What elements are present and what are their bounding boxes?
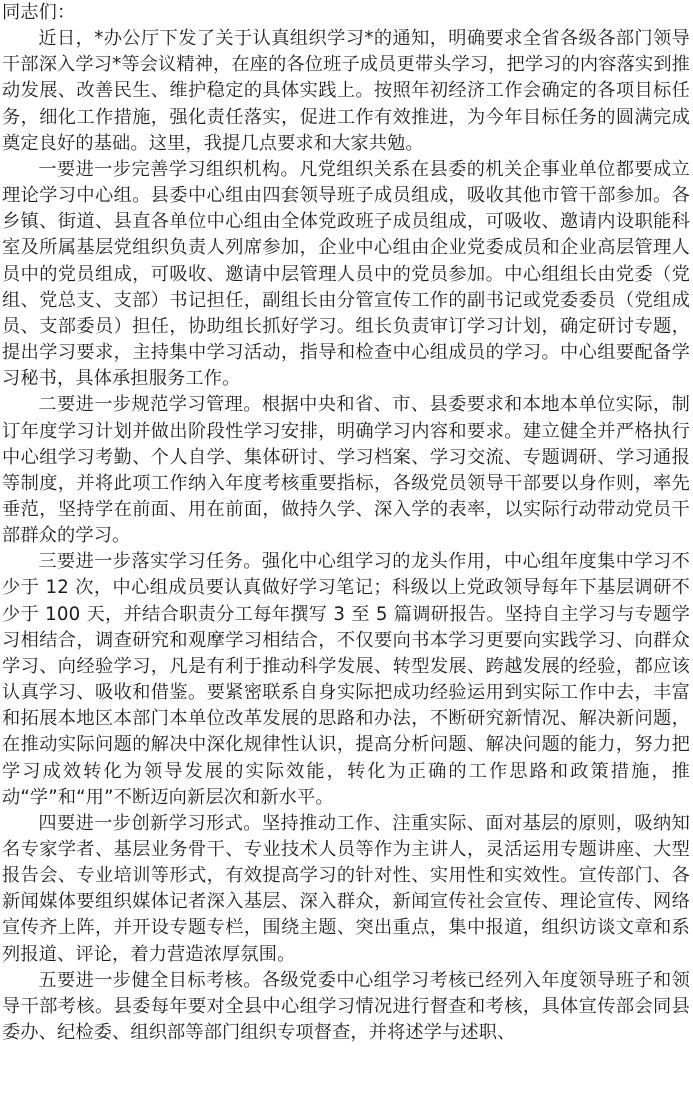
salutation: 同志们： <box>2 2 76 23</box>
document-body <box>2 0 690 1046</box>
point-one-paragraph: 一要进一步完善学习组织机构。凡党组织关系在县委的机关企事业单位都要成立理论学习中心组。县委中心组由四套领导班子成员组成，吸收其他市管干部参加。各乡镇、街道、县直各单位中心组由全体党政班子成员组成，可吸收、邀请内设职能科室及所属基层党组织负责人列席参加，企业中心组由企业党委成员和企业高层管理人员中的党员组成，可吸收、邀请中层管理人员中的党员参加。中心组组长由党委（党组、党总支、支部）书记担任，副组长由分管宣传工作的副书记或党委委员（党组成员、支部委员）担任，协助组长抓好学习。组长负责审订学习计划，确定研讨专题，提出学习要求，主持集中学习活动，指导和检查中心组成员的学习。中心组要配备学习秘书，具体承担服务工作。 <box>2 158 690 390</box>
intro-paragraph: 近日，*办公厅下发了关于认真组织学习*的通知，明确要求全省各级各部门领导干部深入学习*等会议精神，在座的各位班子成员更带头学习，把学习的内容落实到推动发展、改善民生、维护稳定的具体实践上。按照年初经济工作会确定的各项目标任务，细化工作措施，强化责任落实，促进工作有效推进，为今年目标任务的圆满完成奠定良好的基础。这里，我提几点要求和大家共勉。 <box>2 28 690 154</box>
point-four-paragraph: 四要进一步创新学习形式。坚持推动工作、注重实际、面对基层的原则，吸纳知名专家学者、基层业务骨干、专业技术人员等作为主讲人，灵活运用专题讲座、大型报告会、专业培训等形式，有效提高学习的针对性、实用性和实效性。宣传部门、各新闻媒体要组织媒体记者深入基层、深入群众，新闻宣传社会宣传、理论宣传、网络宣传齐上阵，并开设专题专栏，围绕主题、突出重点，集中报道，组织访谈文章和系列报道、评论，着力营造浓厚氛围。 <box>2 812 690 965</box>
point-three-paragraph: 三要进一步落实学习任务。强化中心组学习的龙头作用，中心组年度集中学习不少于 12 次，中心组成员要认真做好学习笔记；科级以上党政领导每年下基层调研不少于 100 天，并结合职责分工每年撰写 3 至 5 篇调研报告。坚持自主学习与专题学习相结合，调查研究和观摩学习相结合，不仅要向书本学习更要向实践学习、向群众学习、向经验学习，凡是有利于推动科学发展、转型发展、跨越发展的经验，都应该认真学习、吸收和借鉴。要紧密联系自身实际把成功经验运用到实际工作中去，丰富和拓展本地区本部门本单位改革发展的思路和办法，不断研究新情况、解决新问题，在推动实际问题的解决中深化规律性认识，提高分析问题、解决问题的能力，努力把学习成效转化为领导发展的实际效能，转化为正确的工作思路和政策措施，推动“学”和“用”不断迈向新层次和新水平。 <box>2 551 690 808</box>
point-two-paragraph: 二要进一步规范学习管理。根据中央和省、市、县委要求和本地本单位实际，制订年度学习计划并做出阶段性学习安排，明确学习内容和要求。建立健全并严格执行中心组学习考勤、个人自学、集体研讨、学习档案、学习交流、专题调研、学习通报等制度，并将此项工作纳入年度考核重要指标，各级党员领导干部要以身作则，率先垂范，坚持学在前面、用在前面，做持久学、深入学的表率，以实际行动带动党员干部群众的学习。 <box>2 394 690 547</box>
point-five-paragraph: 五要进一步健全目标考核。各级党委中心组学习考核已经列入年度领导班子和领导干部考核。县委每年要对全县中心组学习情况进行督查和考核，具体宣传部会同县委办、纪检委、组织部等部门组织专项督查，并将述学与述职、 <box>2 969 690 1044</box>
